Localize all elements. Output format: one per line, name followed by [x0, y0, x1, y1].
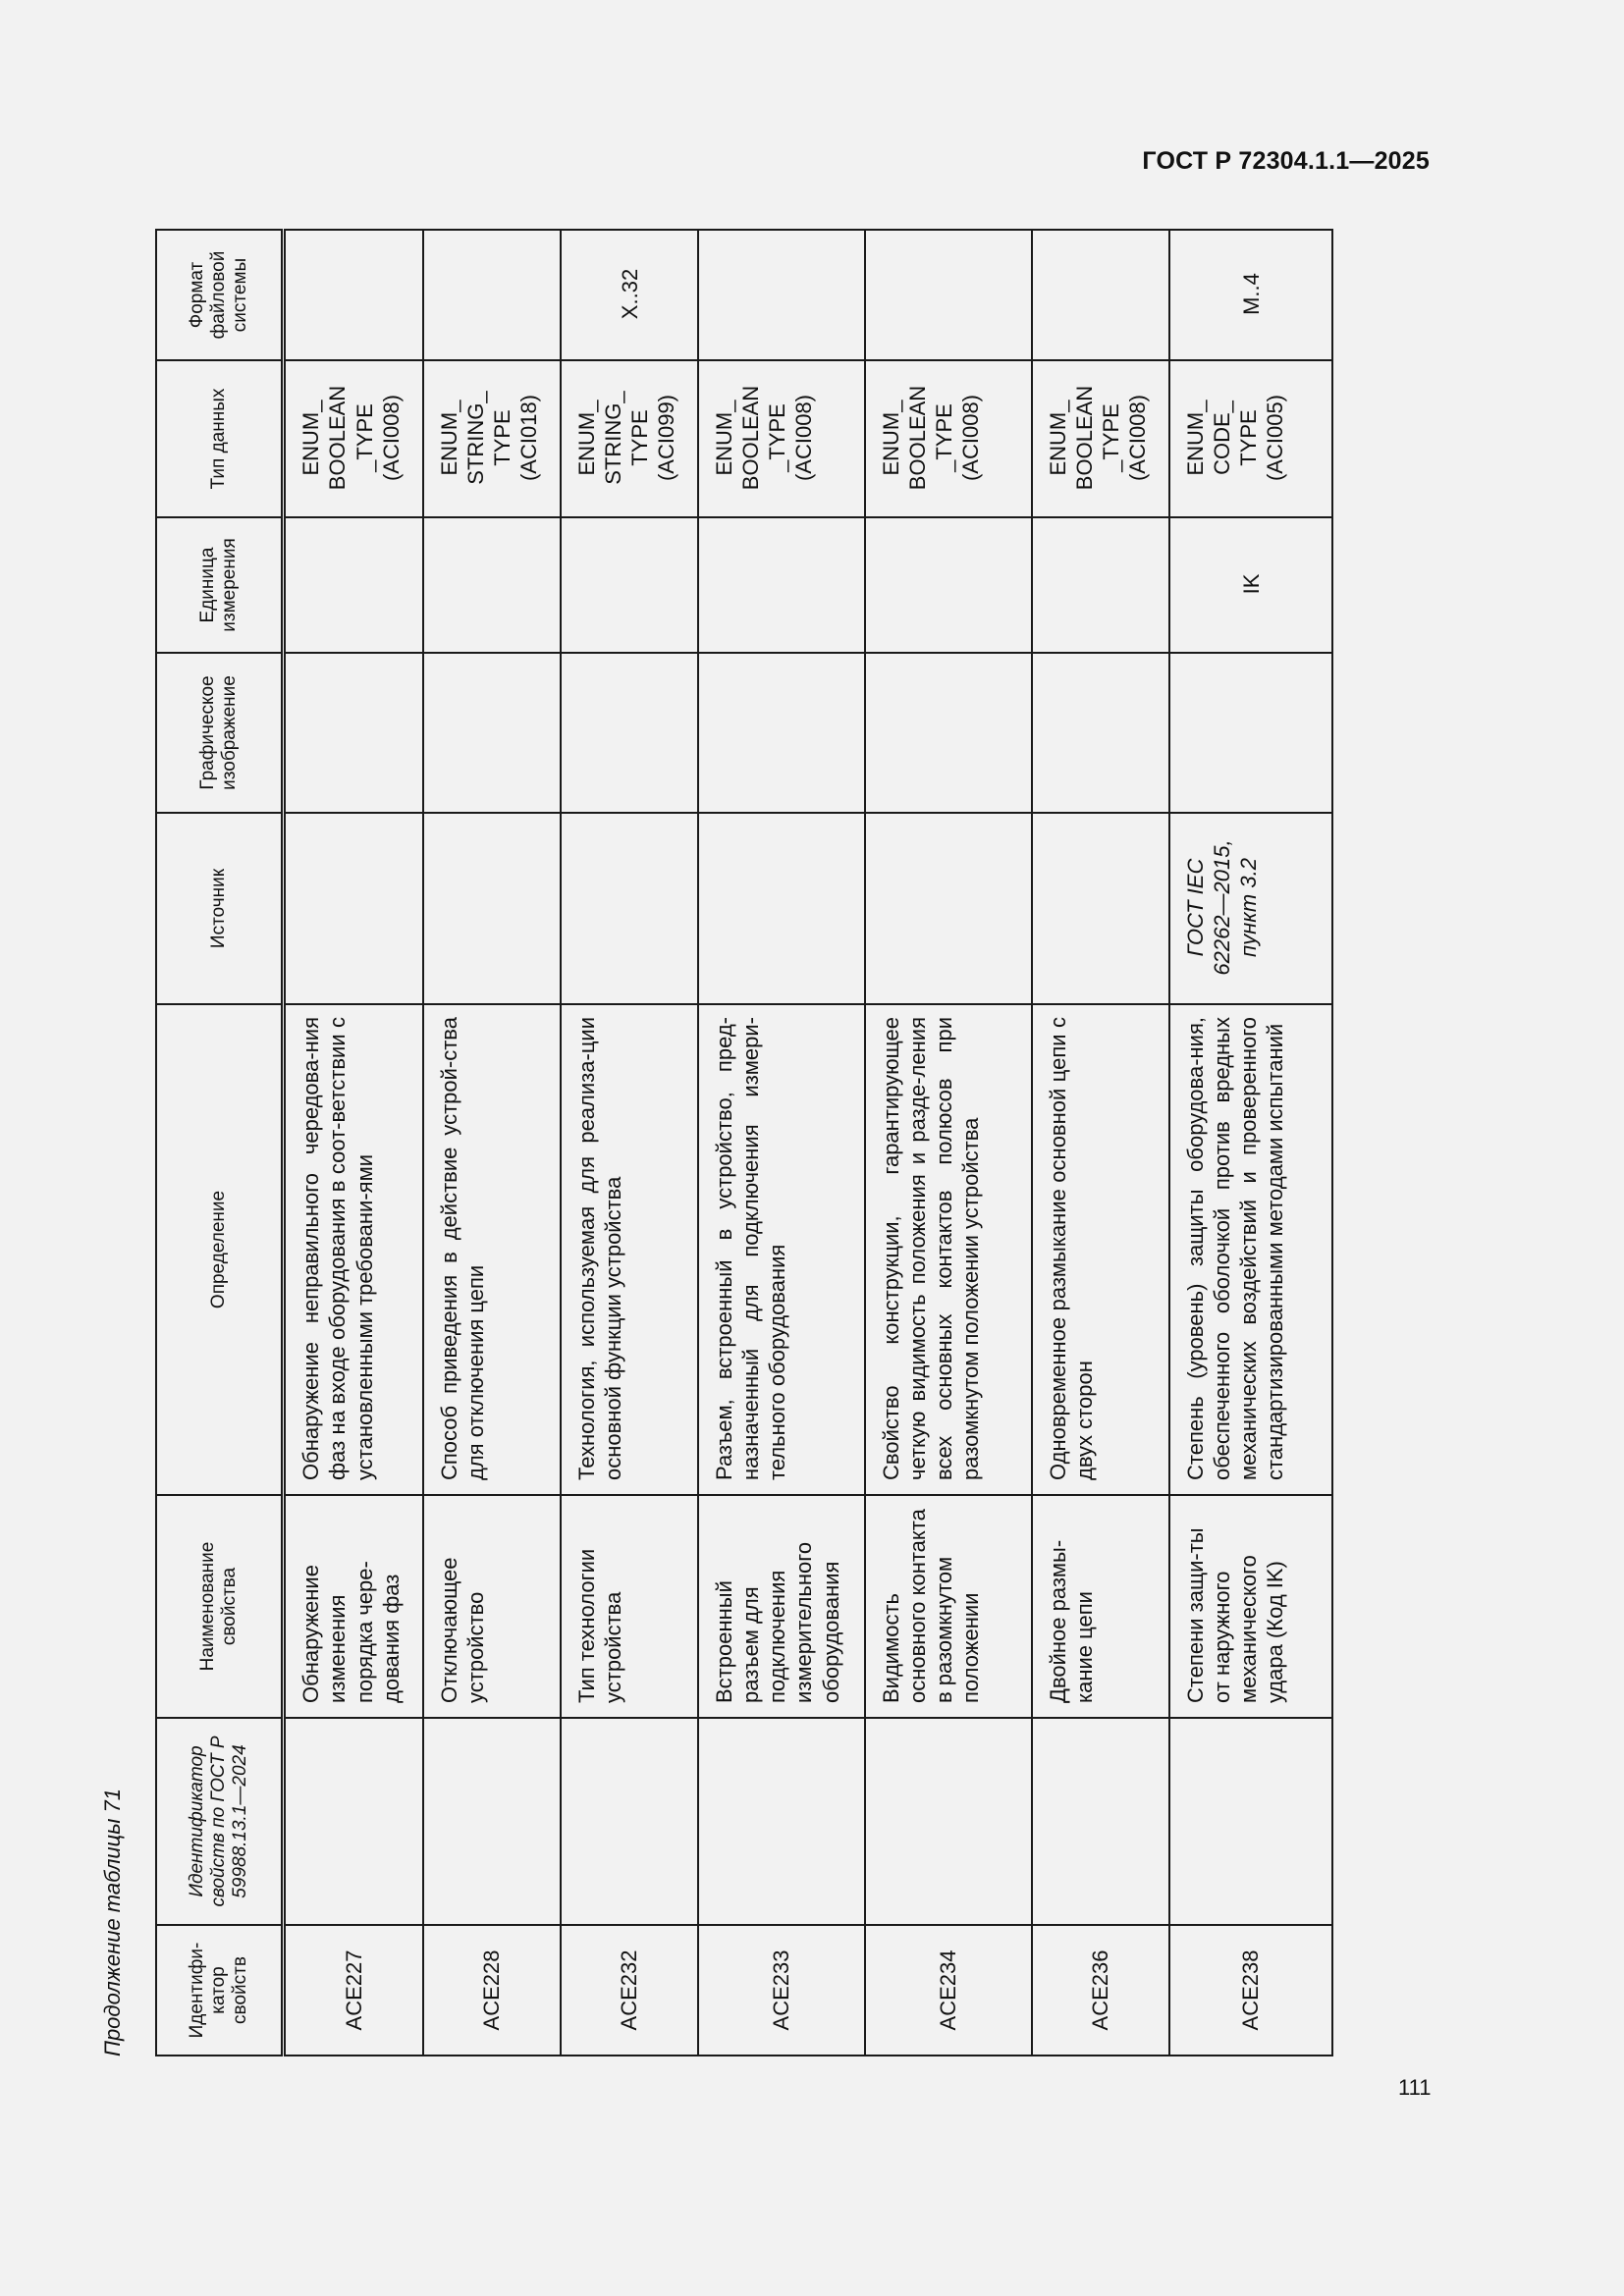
cell-format: [423, 230, 561, 360]
cell-id: ACE234: [865, 1925, 1032, 2056]
cell-graphic: [865, 653, 1032, 813]
cell-datatype: ENUM_ CODE_ TYPE (ACI005): [1169, 360, 1332, 517]
cell-graphic: [1032, 653, 1169, 813]
table-header-row: [156, 230, 284, 2056]
cell-gost-id: [698, 1718, 865, 1925]
cell-id: ACE232: [561, 1925, 698, 2056]
cell-id: ACE228: [423, 1925, 561, 2056]
cell-gost-id: [284, 1718, 423, 1925]
document-code: ГОСТ Р 72304.1.1—2025: [1142, 147, 1430, 175]
cell-graphic: [1169, 653, 1332, 813]
cell-definition: Свойство конструкции, гарантирующее четкую видимость положения и разде-ления всех основных контактов полюсов при разомкнутом положении устройства: [865, 1004, 1032, 1495]
cell-id: ACE238: [1169, 1925, 1332, 2056]
cell-format: M..4: [1169, 230, 1332, 360]
cell-unit: [284, 517, 423, 653]
cell-gost-id: [423, 1718, 561, 1925]
cell-format: X..32: [561, 230, 698, 360]
table-row: [698, 230, 865, 2056]
cell-unit: [698, 517, 865, 653]
cell-unit: [561, 517, 698, 653]
col-header-unit: Единица измерения: [156, 517, 284, 653]
col-header-name: Наименование свойства: [156, 1495, 284, 1718]
cell-datatype: ENUM_ BOOLEAN _TYPE (ACI008): [284, 360, 423, 517]
col-header-format: Формат файловой системы: [156, 230, 284, 360]
cell-unit: [1032, 517, 1169, 653]
table-row: [865, 230, 1032, 2056]
cell-unit: [423, 517, 561, 653]
cell-definition: Одновременное размыкание основной цепи с двух сторон: [1032, 1004, 1169, 1495]
cell-source: [423, 813, 561, 1004]
cell-source: [561, 813, 698, 1004]
table-row: [284, 230, 423, 2056]
cell-datatype: ENUM_ BOOLEAN _TYPE (ACI008): [1032, 360, 1169, 517]
cell-unit: [865, 517, 1032, 653]
col-header-gost-id: Идентификатор свойств по ГОСТ Р 59988.13.1—2024: [156, 1718, 284, 1925]
cell-graphic: [423, 653, 561, 813]
cell-datatype: ENUM_ BOOLEAN _TYPE (ACI008): [865, 360, 1032, 517]
cell-datatype: ENUM_ STRING_ TYPE (ACI099): [561, 360, 698, 517]
table-row: [1169, 230, 1332, 2056]
cell-id: ACE233: [698, 1925, 865, 2056]
cell-format: [698, 230, 865, 360]
col-header-source: Источник: [156, 813, 284, 1004]
page-number: 111: [1398, 2075, 1432, 2100]
cell-datatype: ENUM_ BOOLEAN _TYPE (ACI008): [698, 360, 865, 517]
cell-source: ГОСТ IEC 62262—2015, пункт 3.2: [1169, 813, 1332, 1004]
cell-name: Отключающее устройство: [423, 1495, 561, 1718]
cell-source: [284, 813, 423, 1004]
table-row: [1032, 230, 1169, 2056]
cell-unit: IK: [1169, 517, 1332, 653]
cell-format: [284, 230, 423, 360]
cell-definition: Способ приведения в действие устрой-ства для отключения цепи: [423, 1004, 561, 1495]
cell-id: ACE227: [284, 1925, 423, 2056]
cell-definition: Разъем, встроенный в устройство, пред-назначенный для подключения измери-тельного оборудования: [698, 1004, 865, 1495]
cell-gost-id: [1032, 1718, 1169, 1925]
cell-name: Встроенный разъем для подключения измерительного оборудования: [698, 1495, 865, 1718]
col-header-id: Идентифи-катор свойств: [156, 1925, 284, 2056]
cell-name: Видимость основного контакта в разомкнутом положении: [865, 1495, 1032, 1718]
table-caption: Продолжение таблицы 71: [100, 1789, 125, 2056]
cell-gost-id: [561, 1718, 698, 1925]
cell-graphic: [561, 653, 698, 813]
col-header-datatype: Тип данных: [156, 360, 284, 517]
cell-source: [698, 813, 865, 1004]
properties-table: [155, 229, 1333, 2056]
col-header-definition: Определение: [156, 1004, 284, 1495]
cell-graphic: [698, 653, 865, 813]
table-row: [423, 230, 561, 2056]
cell-definition: Технология, используемая для реализа-ции основной функции устройства: [561, 1004, 698, 1495]
cell-format: [1032, 230, 1169, 360]
cell-gost-id: [865, 1718, 1032, 1925]
rotated-table-block: [98, 231, 1326, 2056]
cell-source: [865, 813, 1032, 1004]
cell-id: ACE236: [1032, 1925, 1169, 2056]
cell-format: [865, 230, 1032, 360]
cell-name: Обнаружение изменения порядка чере-дования фаз: [284, 1495, 423, 1718]
cell-source: [1032, 813, 1169, 1004]
cell-graphic: [284, 653, 423, 813]
cell-gost-id: [1169, 1718, 1332, 1925]
cell-name: Тип технологии устройства: [561, 1495, 698, 1718]
table-row: [561, 230, 698, 2056]
cell-definition: Обнаружение неправильного чередова-ния фаз на входе оборудования в соот-ветствии с установленными требовани-ями: [284, 1004, 423, 1495]
col-header-graphic: Графическое изображение: [156, 653, 284, 813]
cell-name: Двойное размы-кание цепи: [1032, 1495, 1169, 1718]
cell-name: Степени защи-ты от наружного механического удара (Код IK): [1169, 1495, 1332, 1718]
cell-definition: Степень (уровень) защиты оборудова-ния, обеспеченного оболочкой против вредных механических воздействий и проверенного стандартизированными методами испытаний: [1169, 1004, 1332, 1495]
cell-datatype: ENUM_ STRING_ TYPE (ACI018): [423, 360, 561, 517]
